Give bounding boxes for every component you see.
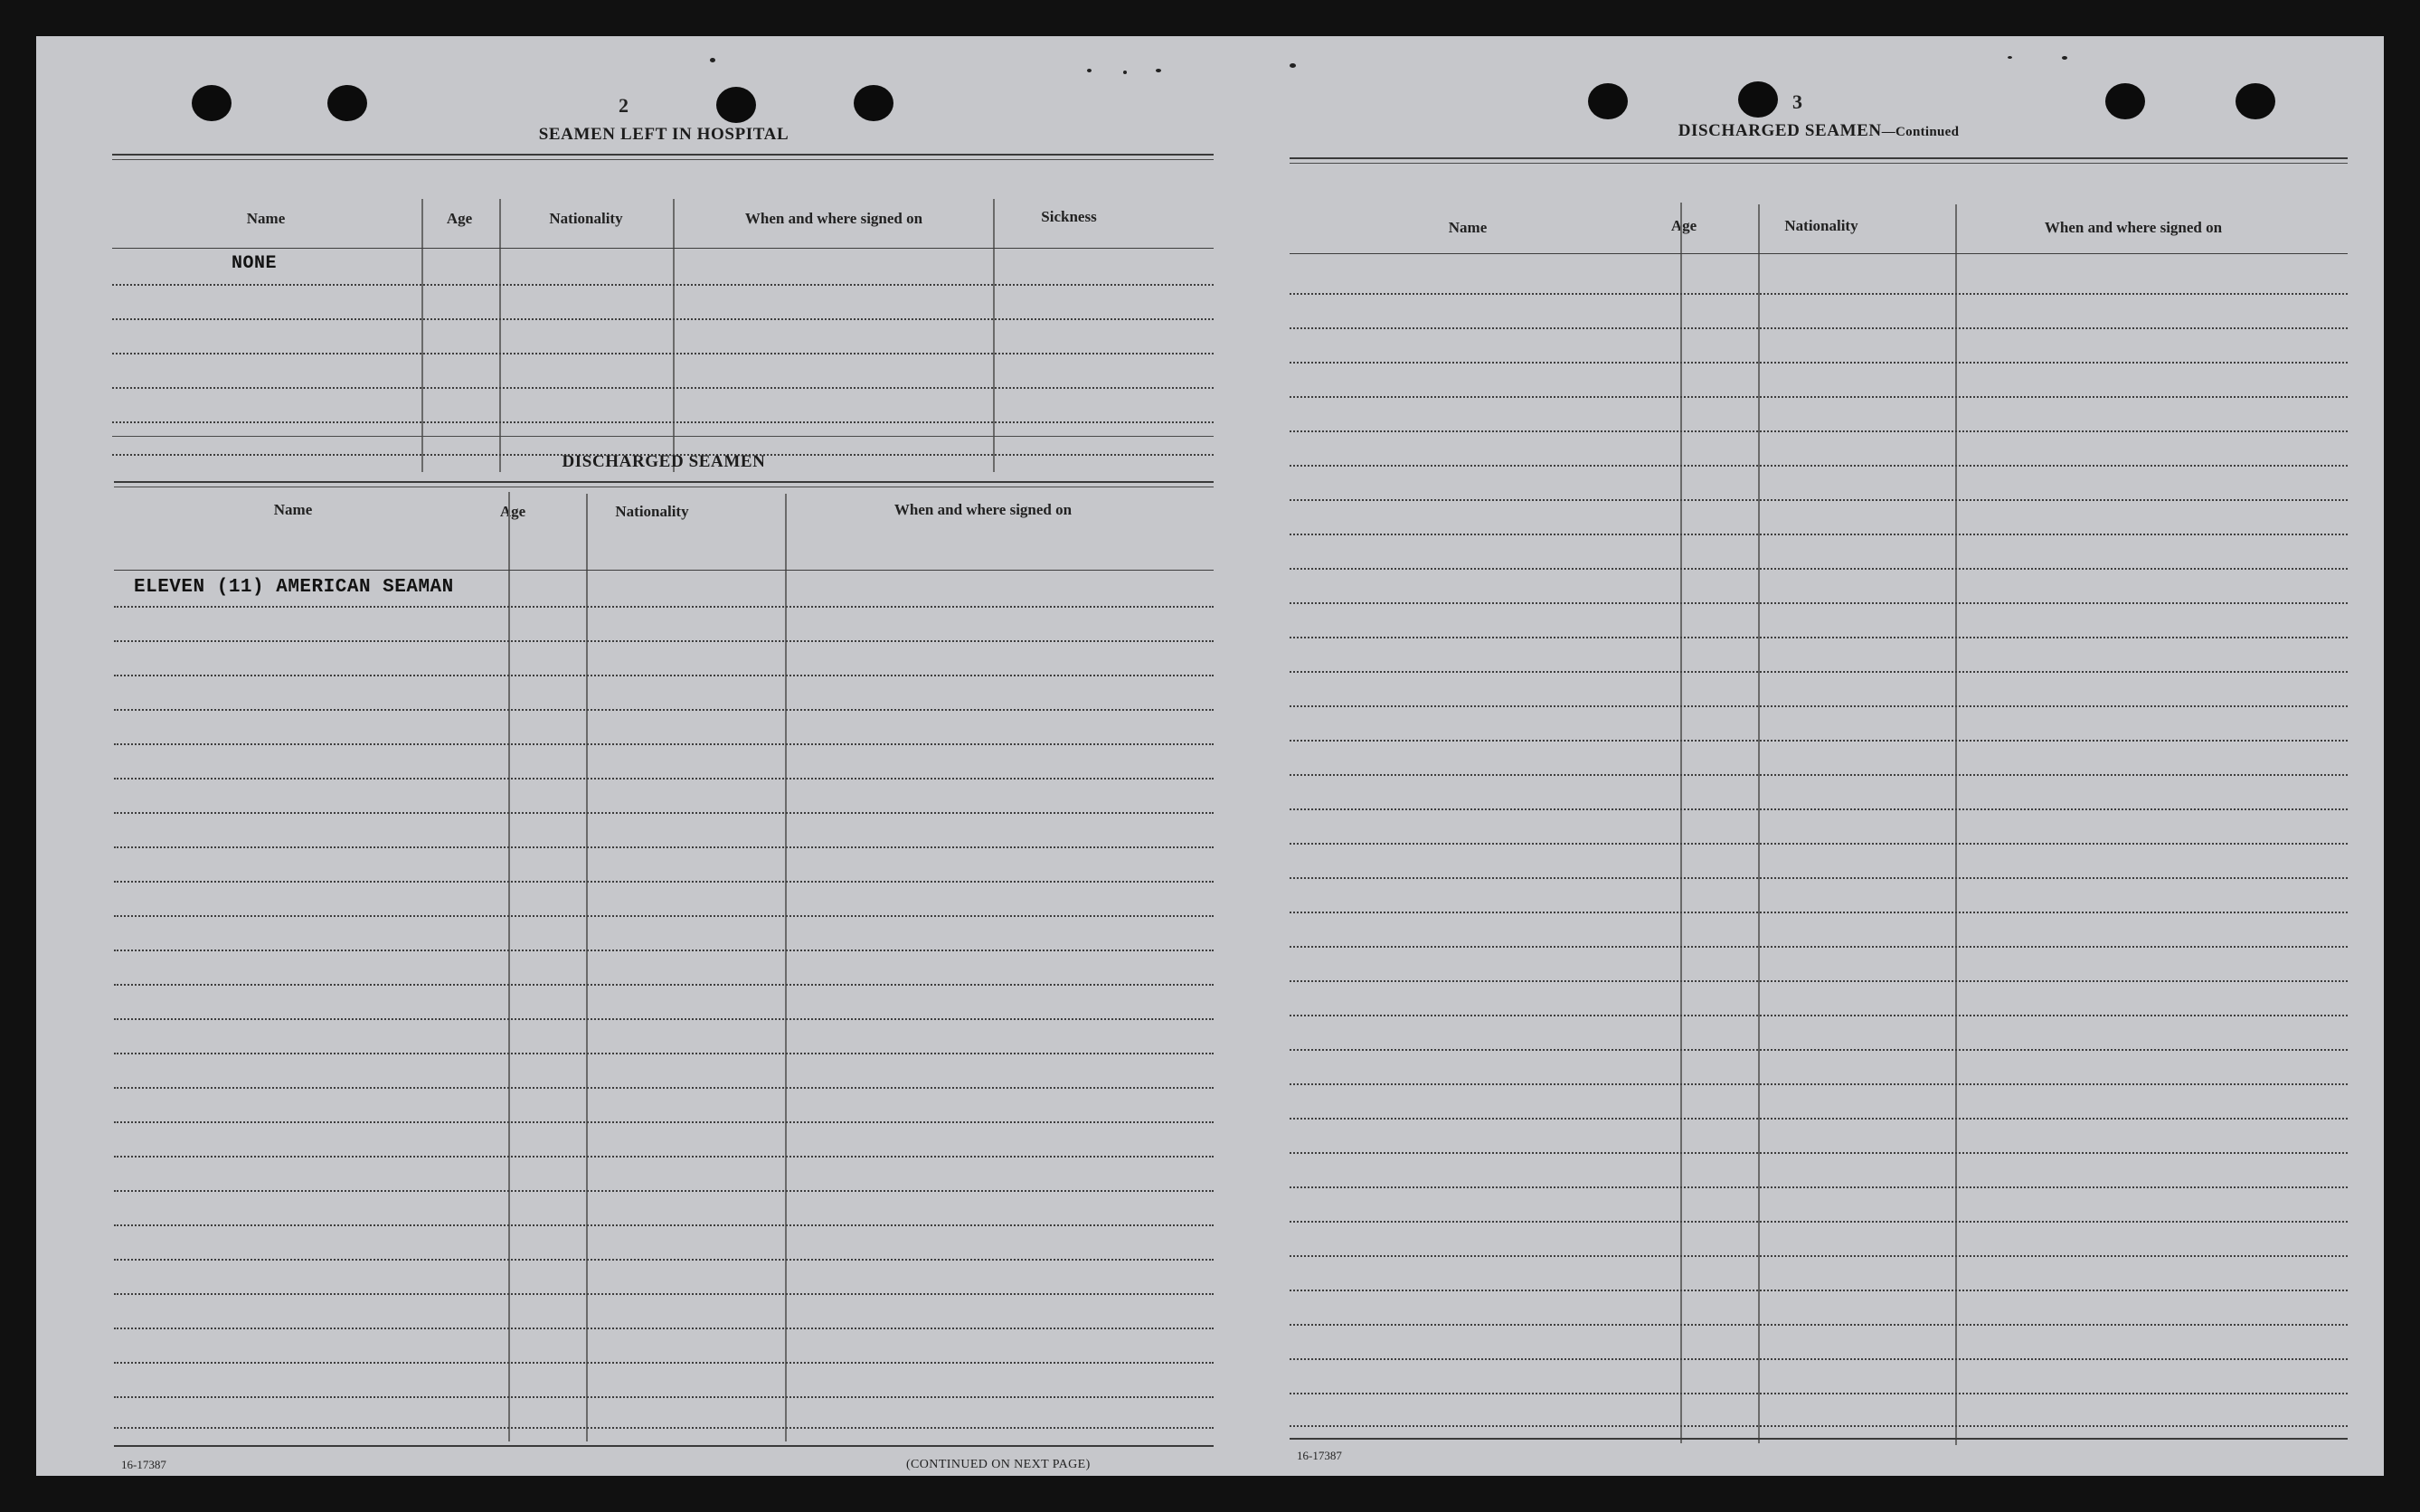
row-line	[1290, 877, 2348, 879]
column-header-age: Age	[499, 503, 526, 520]
row-line	[1290, 843, 2348, 845]
row-line	[1290, 362, 2348, 364]
column-divider	[1758, 204, 1760, 1443]
row-line	[114, 1190, 1214, 1192]
section-rule	[1290, 157, 2348, 159]
row-line	[1290, 465, 2348, 467]
column-header-sickness: Sickness	[1041, 208, 1097, 225]
column-header-nationality: Nationality	[615, 503, 689, 520]
row-line	[1290, 1324, 2348, 1326]
punch-hole	[327, 85, 367, 121]
row-line	[1290, 1118, 2348, 1120]
row-line	[114, 1293, 1214, 1295]
row-line	[1290, 1083, 2348, 1085]
section-rule	[114, 481, 1214, 483]
section-title-hospital: SEAMEN LEFT IN HOSPITAL	[538, 125, 789, 144]
row-line	[114, 1362, 1214, 1364]
punch-hole	[2105, 83, 2145, 119]
row-line	[1290, 740, 2348, 742]
row-line	[1290, 637, 2348, 638]
column-header-signed-on: When and where signed on	[2044, 219, 2223, 236]
row-line	[1290, 534, 2348, 535]
row-line	[1290, 327, 2348, 329]
row-line	[114, 915, 1214, 917]
row-line	[112, 248, 1214, 249]
row-line	[112, 284, 1214, 286]
row-line	[114, 1053, 1214, 1054]
row-line	[114, 812, 1214, 814]
row-line	[1290, 430, 2348, 432]
column-header-age: Age	[446, 210, 473, 227]
discharged-table	[114, 487, 1214, 1445]
row-line	[1290, 1255, 2348, 1257]
discharged-continued-table	[1290, 163, 2348, 1445]
row-line	[114, 846, 1214, 848]
section-rule	[1290, 1438, 2348, 1440]
punch-hole	[716, 87, 756, 123]
speck	[710, 58, 715, 62]
punch-hole	[1738, 81, 1778, 118]
speck	[1123, 71, 1127, 74]
discharged-entry-name: ELEVEN (11) AMERICAN SEAMAN	[134, 577, 454, 598]
row-line	[1290, 774, 2348, 776]
row-line	[114, 1087, 1214, 1089]
speck	[1290, 63, 1296, 68]
row-line	[112, 318, 1214, 320]
row-line	[1290, 1186, 2348, 1188]
row-line	[1290, 808, 2348, 810]
column-divider	[508, 492, 510, 1441]
row-line	[1290, 396, 2348, 398]
row-line	[114, 778, 1214, 780]
row-line	[1290, 1393, 2348, 1394]
row-line	[1290, 946, 2348, 948]
speck	[1087, 69, 1092, 72]
hospital-table	[112, 159, 1214, 472]
row-line	[114, 1328, 1214, 1329]
row-line	[1290, 293, 2348, 295]
row-line	[114, 640, 1214, 642]
section-title-discharged: DISCHARGED SEAMEN	[562, 452, 766, 471]
row-line	[112, 387, 1214, 389]
row-line	[1290, 1358, 2348, 1360]
row-line	[114, 709, 1214, 711]
row-line	[1290, 671, 2348, 673]
column-divider	[499, 199, 501, 472]
form-number: 16-17387	[121, 1458, 166, 1471]
column-header-name: Name	[246, 210, 286, 227]
column-divider	[586, 494, 588, 1441]
section-title-suffix: —Continued	[1881, 125, 1960, 139]
section-title-text: DISCHARGED SEAMEN	[1678, 121, 1882, 140]
column-divider	[673, 199, 675, 472]
section-rule	[112, 436, 1214, 437]
row-line	[1290, 980, 2348, 982]
column-header-age: Age	[1670, 217, 1697, 234]
row-line	[114, 1427, 1214, 1429]
punch-hole	[192, 85, 232, 121]
row-line	[114, 1259, 1214, 1261]
row-line	[1290, 1425, 2348, 1427]
column-divider	[785, 494, 787, 1441]
row-line	[1290, 253, 2348, 254]
column-header-nationality: Nationality	[1784, 217, 1858, 234]
row-line	[114, 881, 1214, 883]
punch-hole	[854, 85, 893, 121]
row-line	[114, 1396, 1214, 1398]
column-divider	[421, 199, 423, 472]
page-number: 2	[619, 94, 629, 117]
row-line	[1290, 568, 2348, 570]
speck	[1156, 69, 1161, 72]
row-line	[1290, 1049, 2348, 1051]
row-line	[114, 984, 1214, 986]
column-divider	[1955, 204, 1957, 1445]
row-line	[1290, 602, 2348, 604]
punch-hole	[1588, 83, 1628, 119]
row-line	[114, 606, 1214, 608]
row-line	[114, 675, 1214, 676]
row-line	[1290, 499, 2348, 501]
row-line	[1290, 1152, 2348, 1154]
continued-note: (CONTINUED ON NEXT PAGE)	[906, 1458, 1091, 1471]
punch-hole	[2236, 83, 2275, 119]
row-line	[1290, 912, 2348, 913]
row-line	[1290, 1290, 2348, 1291]
row-line	[112, 421, 1214, 423]
section-rule	[114, 1445, 1214, 1447]
hospital-entry-name: NONE	[232, 253, 278, 274]
row-line	[114, 1018, 1214, 1020]
section-title-discharged-continued	[1290, 121, 2348, 141]
column-header-name: Name	[1448, 219, 1488, 236]
speck	[2008, 56, 2012, 59]
form-number: 16-17387	[1297, 1449, 1342, 1462]
row-line	[114, 1121, 1214, 1123]
column-divider	[1680, 203, 1682, 1443]
column-header-name: Name	[273, 501, 313, 518]
row-line	[114, 950, 1214, 951]
column-header-nationality: Nationality	[549, 210, 623, 227]
row-line	[112, 353, 1214, 354]
column-divider	[993, 199, 995, 472]
row-line	[1290, 1015, 2348, 1016]
row-line	[1290, 705, 2348, 707]
section-rule	[112, 154, 1214, 156]
row-line	[114, 743, 1214, 745]
document-sheet	[36, 36, 2384, 1476]
page-number: 3	[1792, 90, 1802, 113]
speck	[2062, 56, 2067, 60]
row-line	[1290, 1221, 2348, 1223]
column-header-signed-on: When and where signed on	[744, 210, 923, 227]
row-line	[114, 570, 1214, 571]
row-line	[114, 1224, 1214, 1226]
column-header-signed-on: When and where signed on	[893, 501, 1073, 518]
row-line	[114, 1156, 1214, 1158]
